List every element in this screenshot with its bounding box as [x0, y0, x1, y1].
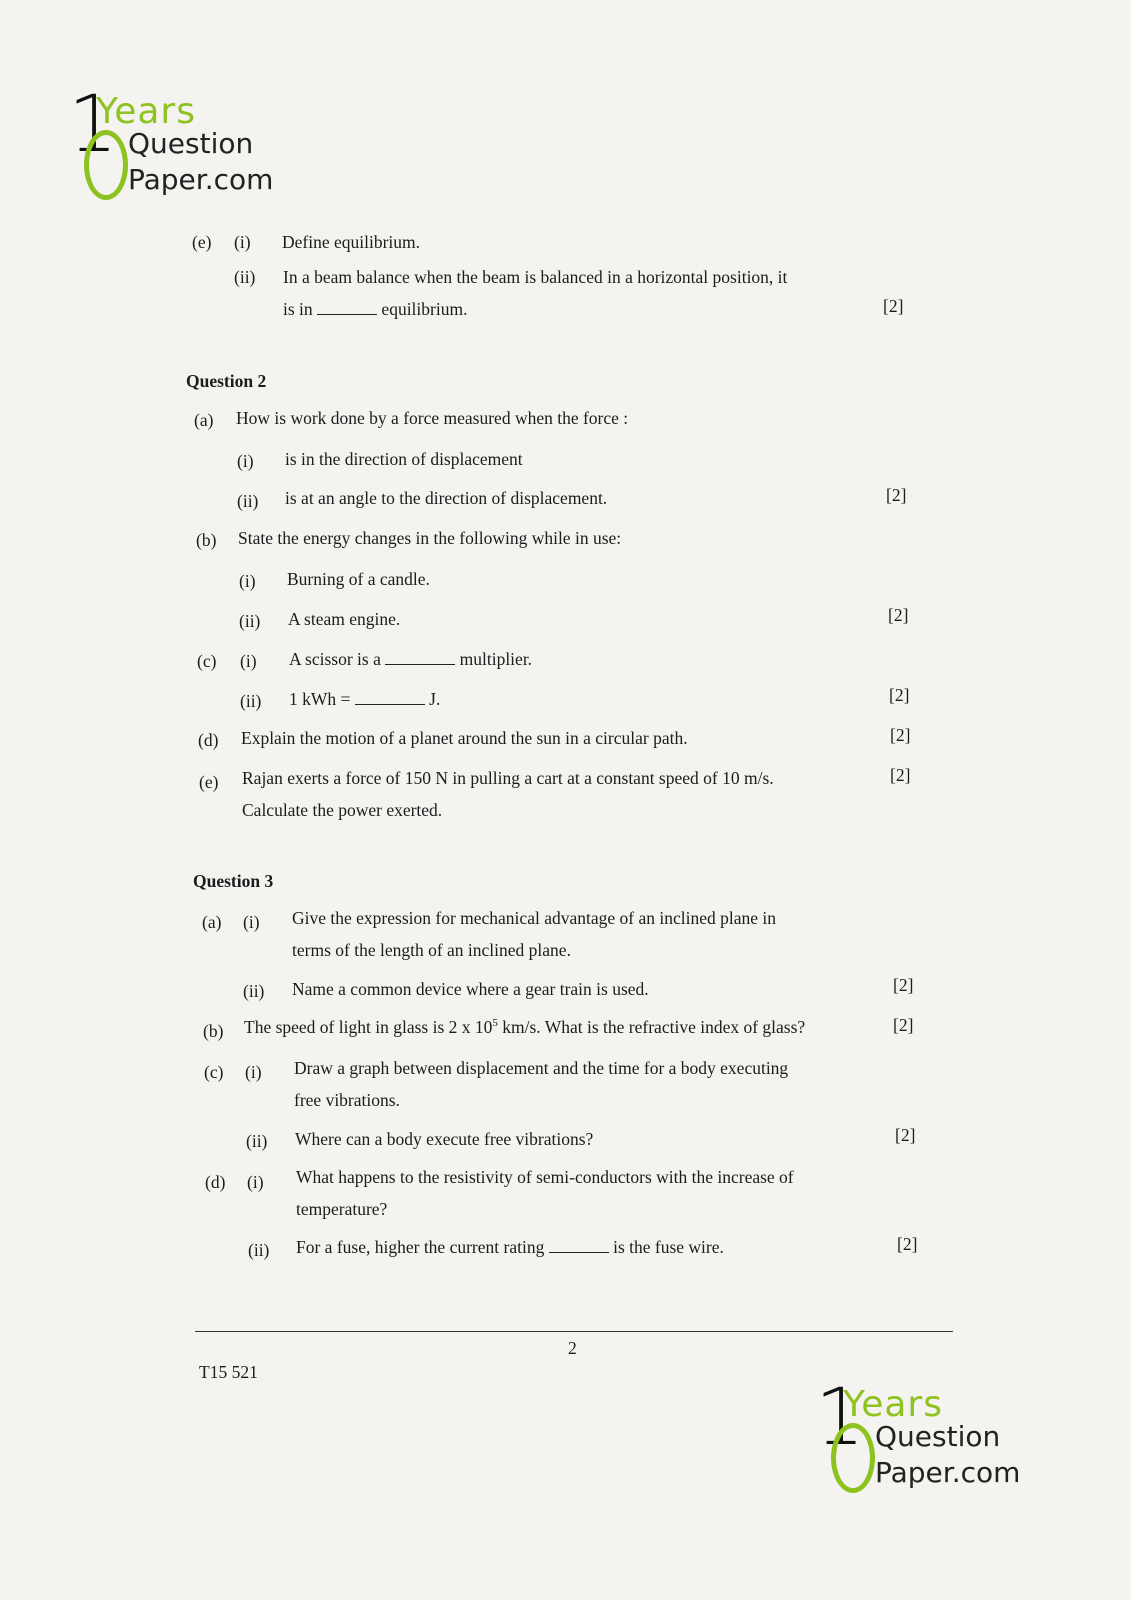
q2d-marks: [2]: [890, 725, 911, 745]
q2d-label: (d): [198, 730, 219, 750]
q2c-marks: [2]: [889, 685, 910, 705]
q2e-marks: [2]: [890, 765, 911, 785]
logo-question-text: Question: [128, 127, 254, 160]
q1e-ii-line2-b: equilibrium.: [381, 299, 468, 319]
q2b-text: State the energy changes in the following while in use:: [238, 528, 622, 548]
q2b-marks: [2]: [888, 605, 909, 625]
q2b-ii-label: (ii): [239, 611, 261, 631]
q2c-i-text-b: multiplier.: [459, 649, 533, 669]
q3b-label: (b): [203, 1021, 224, 1041]
q2a-marks: [2]: [886, 485, 907, 505]
q2c-ii-label: (ii): [240, 691, 262, 711]
logo-paper-text: Paper.com: [128, 163, 274, 196]
q3d-i-line1: What happens to the resistivity of semi-conductors with the increase of: [296, 1167, 794, 1187]
q2c-ii-text-a: 1 kWh =: [289, 689, 351, 709]
q2c-i-text-a: A scissor is a: [289, 649, 381, 669]
fill-blank: [549, 1238, 609, 1253]
q3a-i-label: (i): [243, 912, 260, 932]
q3c-ii-label: (ii): [246, 1131, 268, 1151]
q2b-i-text: Burning of a candle.: [287, 569, 430, 589]
fill-blank: [317, 300, 377, 315]
logo-one-glyph: 1: [815, 1373, 865, 1463]
q2e-line1: Rajan exerts a force of 150 N in pulling a cart at a constant speed of 10 m/s.: [242, 768, 774, 788]
q3a-label: (a): [202, 912, 222, 932]
q3b-text-a: The speed of light in glass is 2 x 10: [244, 1017, 493, 1037]
site-logo-top: [68, 80, 298, 212]
q3a-i-line2: terms of the length of an inclined plane.: [292, 940, 571, 960]
q1e-i-text: Define equilibrium.: [282, 232, 421, 252]
q3c-i-line2: free vibrations.: [294, 1090, 400, 1110]
q2c-i-text: [289, 649, 532, 670]
fill-blank: [385, 650, 455, 665]
q3d-ii-label: (ii): [248, 1240, 270, 1260]
q1e-ii-label: (ii): [234, 267, 256, 287]
q2c-ii-text-b: J.: [429, 689, 441, 709]
q3b-exponent: 5: [492, 1017, 498, 1030]
q3d-i-line2: temperature?: [296, 1199, 388, 1219]
q3d-ii-text-a: For a fuse, higher the current rating: [296, 1237, 545, 1257]
logo-years-text: Years: [96, 91, 196, 132]
q3a-marks: [2]: [893, 975, 914, 995]
q3c-ii-text: Where can a body execute free vibrations?: [295, 1129, 594, 1149]
q3d-label: (d): [205, 1172, 226, 1192]
fill-blank: [355, 690, 425, 705]
q3c-i-label: (i): [245, 1062, 262, 1082]
q1e-ii-line2-a: is in: [283, 299, 313, 319]
q3b-marks: [2]: [893, 1015, 914, 1035]
q2a-text: How is work done by a force measured when the force :: [236, 408, 629, 428]
logo-question-text: Question: [875, 1420, 1001, 1453]
q2c-i-label: (i): [240, 651, 257, 671]
q2a-i-label: (i): [237, 451, 254, 471]
q1e-label: (e): [192, 232, 212, 252]
q1e-ii-line2: [283, 299, 467, 320]
paper-code: T15 521: [199, 1362, 258, 1382]
q3d-ii-text: [296, 1237, 724, 1258]
q2-title: Question 2: [186, 371, 267, 391]
q3c-label: (c): [204, 1062, 224, 1082]
q1e-ii-line1: In a beam balance when the beam is balanced in a horizontal position, it: [283, 267, 788, 287]
q1e-i-label: (i): [234, 232, 251, 252]
q2a-ii-text: is at an angle to the direction of displacement.: [285, 488, 608, 508]
q3d-ii-text-b: is the fuse wire.: [613, 1237, 724, 1257]
q2b-i-label: (i): [239, 571, 256, 591]
page-number: 2: [568, 1338, 577, 1358]
q1e-marks: [2]: [883, 296, 904, 316]
logo-zero-ring: [84, 130, 128, 200]
logo-years-text: Years: [843, 1384, 943, 1425]
q3a-ii-label: (ii): [243, 981, 265, 1001]
q3b-text-b: km/s. What is the refractive index of glass?: [497, 1017, 806, 1037]
q2d-text: Explain the motion of a planet around the sun in a circular path.: [241, 728, 688, 748]
q3c-i-line1: Draw a graph between displacement and the time for a body executing: [294, 1058, 789, 1078]
q3c-marks: [2]: [895, 1125, 916, 1145]
q2b-label: (b): [196, 530, 217, 550]
footer-rule: [195, 1331, 953, 1332]
q2b-ii-text: A steam engine.: [288, 609, 401, 629]
q2c-label: (c): [197, 651, 217, 671]
q2a-ii-label: (ii): [237, 491, 259, 511]
q2a-label: (a): [194, 410, 214, 430]
q2c-ii-text: [289, 689, 440, 710]
logo-zero-ring: [831, 1423, 875, 1493]
q3-title: Question 3: [193, 871, 274, 891]
q2e-label: (e): [199, 772, 219, 792]
site-logo-bottom: [815, 1373, 1045, 1505]
q3a-i-line1: Give the expression for mechanical advantage of an inclined plane in: [292, 908, 776, 928]
q3b-text: [244, 1017, 805, 1038]
q3d-i-label: (i): [247, 1172, 264, 1192]
q2e-line2: Calculate the power exerted.: [242, 800, 443, 820]
logo-one-glyph: 1: [68, 80, 118, 170]
q2a-i-text: is in the direction of displacement: [285, 449, 523, 469]
q3a-ii-text: Name a common device where a gear train is used.: [292, 979, 649, 999]
q3d-marks: [2]: [897, 1234, 918, 1254]
logo-paper-text: Paper.com: [875, 1456, 1021, 1489]
